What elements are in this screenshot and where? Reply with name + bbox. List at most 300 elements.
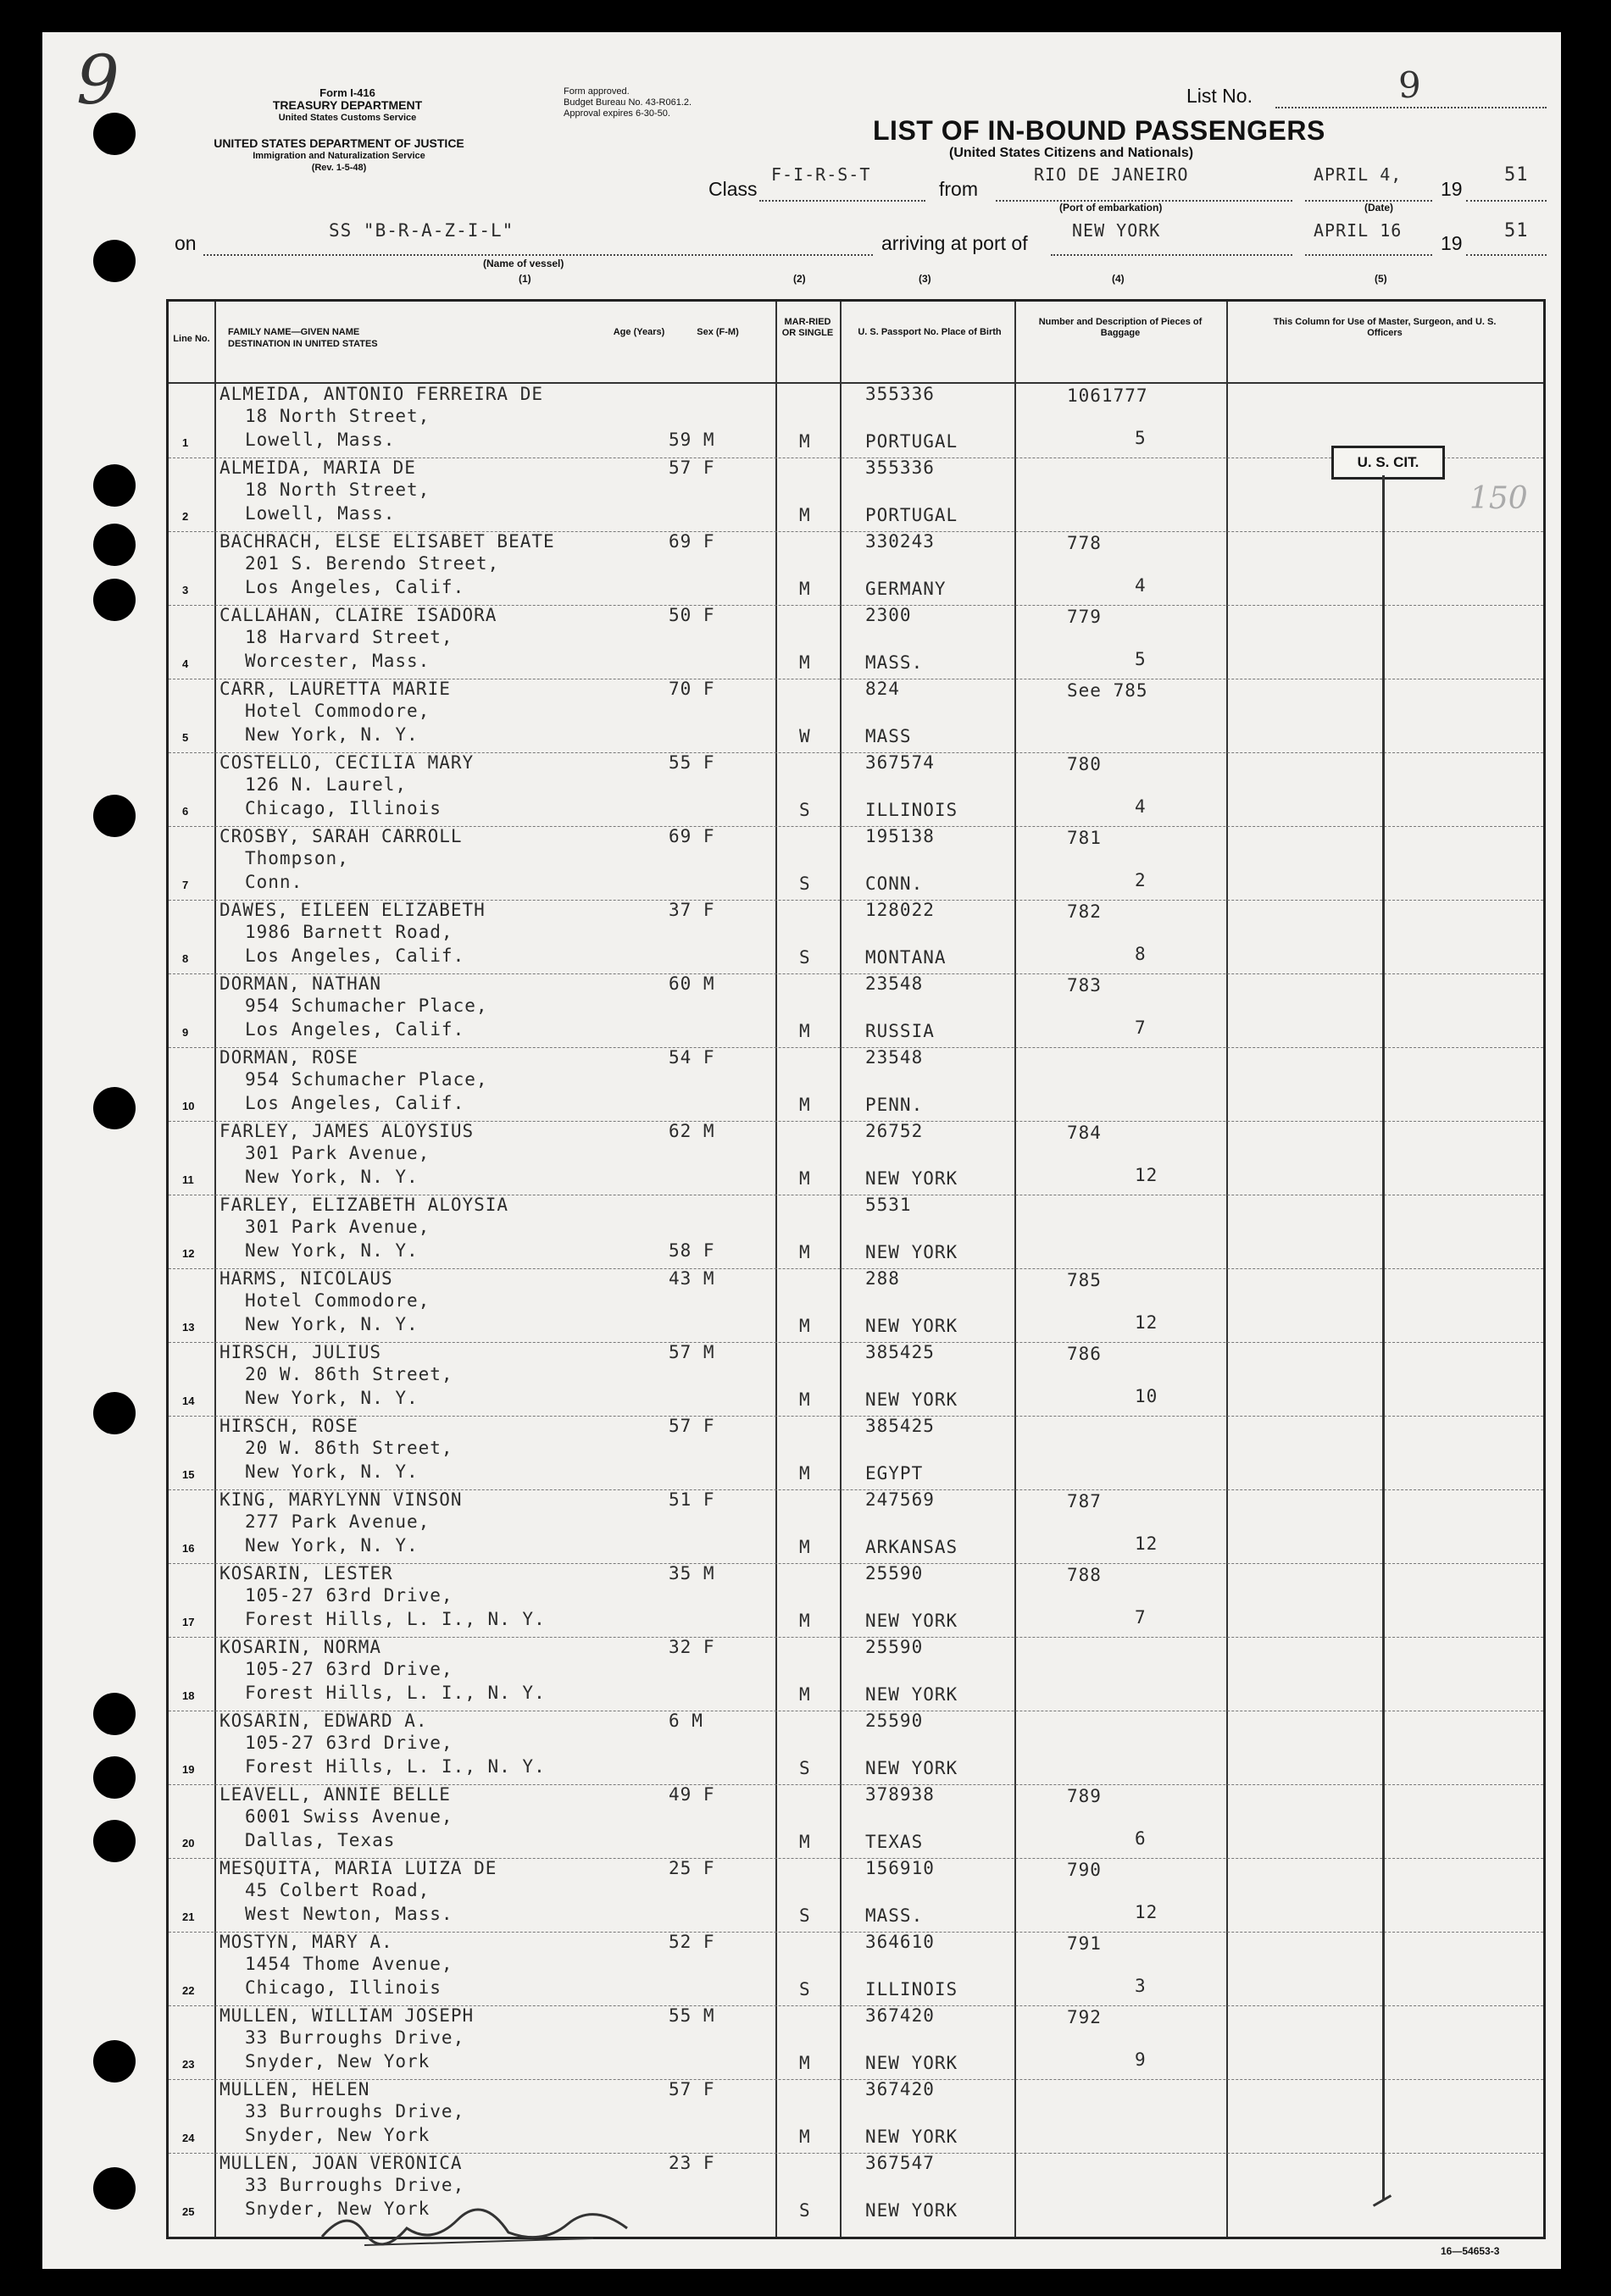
table-row: [169, 1932, 1543, 2005]
arrival-port: NEW YORK: [1072, 220, 1161, 241]
line-number: 4: [182, 657, 189, 670]
binder-hole: [93, 1820, 136, 1862]
passport-no: 824: [865, 679, 900, 699]
departure-year: 51: [1504, 164, 1529, 186]
form-approved: Form approved.: [564, 86, 630, 97]
address-line-2: Snyder, New York: [245, 2199, 431, 2219]
passenger-name: FARLEY, JAMES ALOYSIUS: [219, 1121, 475, 1141]
budget-bureau: Budget Bureau No. 43-R061.2.: [564, 97, 692, 108]
place-of-birth: NEW YORK: [865, 1611, 958, 1631]
marital-status: S: [799, 2200, 811, 2221]
col-num-1: (1): [519, 273, 531, 285]
marital-status: W: [799, 726, 811, 746]
passport-no: 330243: [865, 531, 935, 552]
baggage-number: 789: [1067, 1786, 1102, 1806]
table-row: [169, 973, 1543, 1047]
baggage-pieces: 6: [1135, 1828, 1147, 1849]
table-row: [169, 900, 1543, 973]
table-row: [169, 679, 1543, 752]
list-no-label: List No.: [1186, 85, 1253, 107]
address-line-2: Conn.: [245, 872, 303, 892]
baggage-number: 787: [1067, 1491, 1102, 1511]
passenger-table: [166, 299, 1546, 2239]
address-line-1: 277 Park Avenue,: [245, 1511, 431, 1532]
table-row: [169, 752, 1543, 826]
place-of-birth: NEW YORK: [865, 1242, 958, 1262]
us-cit-stamp-text: U. S. CIT.: [1357, 454, 1419, 470]
marital-status: M: [799, 2127, 811, 2147]
address-line-1: 301 Park Avenue,: [245, 1143, 431, 1163]
address-line-1: 33 Burroughs Drive,: [245, 2027, 465, 2048]
place-of-birth: NEW YORK: [865, 1168, 958, 1189]
line-number: 12: [182, 1247, 195, 1260]
justice-dept: UNITED STATES DEPARTMENT OF JUSTICE: [214, 136, 464, 150]
age-sex: 57 F: [669, 458, 715, 478]
baggage-number: 780: [1067, 754, 1102, 774]
vessel-name: SS "B-R-A-Z-I-L": [329, 220, 514, 241]
place-of-birth: ILLINOIS: [865, 1979, 958, 1999]
baggage-number: 779: [1067, 607, 1102, 627]
th-married: MAR-RIED OR SINGLE: [781, 317, 834, 338]
address-line-2: New York, N. Y.: [245, 1167, 419, 1187]
passport-no: 367420: [865, 2079, 935, 2099]
officer-check-line: [1382, 475, 1385, 2199]
baggage-pieces: 12: [1135, 1312, 1158, 1333]
place-of-birth: MASS.: [865, 1905, 924, 1926]
binder-hole: [93, 2167, 136, 2210]
passport-no: 156910: [865, 1858, 935, 1878]
passenger-name: HIRSCH, ROSE: [219, 1416, 358, 1436]
table-row: [169, 1784, 1543, 1858]
marital-status: M: [799, 1316, 811, 1336]
passport-no: 367574: [865, 752, 935, 773]
class-value: F-I-R-S-T: [771, 164, 871, 185]
age-sex: 57 F: [669, 1416, 715, 1436]
age-sex: 49 F: [669, 1784, 715, 1805]
passport-no: 378938: [865, 1784, 935, 1805]
table-row: [169, 1342, 1543, 1416]
page-title: LIST OF IN-BOUND PASSENGERS: [873, 115, 1325, 146]
form-number: Form I-416: [319, 86, 375, 99]
address-line-2: Los Angeles, Calif.: [245, 1019, 465, 1040]
marital-status: M: [799, 1095, 811, 1115]
passenger-name: KOSARIN, LESTER: [219, 1563, 393, 1583]
binder-hole: [93, 464, 136, 507]
line-number: 19: [182, 1763, 195, 1776]
col-num-2: (2): [793, 273, 806, 285]
baggage-number: 785: [1067, 1270, 1102, 1290]
address-line-1: 45 Colbert Road,: [245, 1880, 431, 1900]
address-line-1: 105-27 63rd Drive,: [245, 1585, 453, 1606]
passenger-name: CALLAHAN, CLAIRE ISADORA: [219, 605, 497, 625]
th-line-no: Line No.: [173, 334, 210, 344]
address-line-2: Forest Hills, L. I., N. Y.: [245, 1756, 546, 1777]
age-sex: 70 F: [669, 679, 715, 699]
line-number: 3: [182, 584, 189, 596]
table-row: [169, 1563, 1543, 1637]
revision: (Rev. 1-5-48): [311, 163, 367, 173]
age-sex: 25 F: [669, 1858, 715, 1878]
marital-status: M: [799, 652, 811, 673]
baggage-pieces: 4: [1135, 575, 1147, 596]
age-sex: 23 F: [669, 2153, 715, 2173]
signature: [314, 2203, 636, 2254]
line-number: 1: [182, 436, 189, 449]
address-line-2: New York, N. Y.: [245, 1461, 419, 1482]
baggage-number: 783: [1067, 975, 1102, 995]
marital-status: M: [799, 1021, 811, 1041]
baggage-number: 786: [1067, 1344, 1102, 1364]
place-of-birth: CONN.: [865, 873, 924, 894]
line-number: 25: [182, 2205, 195, 2218]
footer-code: 16—54653-3: [1441, 2245, 1500, 2257]
table-row: [169, 531, 1543, 605]
place-of-birth: NEW YORK: [865, 2127, 958, 2147]
binder-hole: [93, 1392, 136, 1434]
passenger-name: ALMEIDA, ANTONIO FERREIRA DE: [219, 384, 544, 404]
address-line-2: Worcester, Mass.: [245, 651, 431, 671]
passport-no: 2300: [865, 605, 912, 625]
line-number: 5: [182, 731, 189, 744]
baggage-pieces: 10: [1135, 1386, 1158, 1406]
table-row: [169, 1858, 1543, 1932]
address-line-1: Hotel Commodore,: [245, 1290, 431, 1311]
passport-no: 25590: [865, 1711, 924, 1731]
line-number: 16: [182, 1542, 195, 1555]
passenger-name: MOSTYN, MARY A.: [219, 1932, 393, 1952]
us-cit-stamp: [1331, 446, 1445, 480]
baggage-pieces: 4: [1135, 796, 1147, 817]
passport-no: 385425: [865, 1342, 935, 1362]
address-line-1: 18 North Street,: [245, 406, 431, 426]
from-label: from: [939, 178, 978, 200]
address-line-1: 33 Burroughs Drive,: [245, 2175, 465, 2195]
passport-no: 128022: [865, 900, 935, 920]
table-row: [169, 1711, 1543, 1784]
table-row: [169, 1489, 1543, 1563]
passport-no: 367420: [865, 2005, 935, 2026]
place-of-birth: MONTANA: [865, 947, 947, 968]
passport-no: 385425: [865, 1416, 935, 1436]
address-line-1: Thompson,: [245, 848, 349, 868]
marital-status: M: [799, 1168, 811, 1189]
place-of-birth: GERMANY: [865, 579, 947, 599]
baggage-pieces: 7: [1135, 1607, 1147, 1628]
customs-service: United States Customs Service: [278, 113, 417, 123]
marital-status: M: [799, 431, 811, 452]
marital-status: S: [799, 1758, 811, 1778]
address-line-1: 126 N. Laurel,: [245, 774, 408, 795]
address-line-1: 20 W. 86th Street,: [245, 1364, 453, 1384]
passenger-name: KOSARIN, EDWARD A.: [219, 1711, 428, 1731]
marital-status: M: [799, 1537, 811, 1557]
address-line-2: Los Angeles, Calif.: [245, 577, 465, 597]
binder-hole: [93, 240, 136, 282]
place-of-birth: PORTUGAL: [865, 505, 958, 525]
col-num-4: (4): [1112, 273, 1125, 285]
passenger-name: COSTELLO, CECILIA MARY: [219, 752, 475, 773]
line-number: 22: [182, 1984, 195, 1997]
baggage-pieces: 12: [1135, 1902, 1158, 1922]
th-destination: DESTINATION IN UNITED STATES: [228, 339, 378, 349]
binder-hole: [93, 795, 136, 837]
passport-no: 5531: [865, 1195, 912, 1215]
address-line-2: Lowell, Mass.: [245, 503, 396, 524]
th-passport: U. S. Passport No. Place of Birth: [858, 327, 1002, 337]
line-number: 20: [182, 1837, 195, 1850]
line-number: 9: [182, 1026, 189, 1039]
table-row: [169, 2079, 1543, 2153]
departure-year-prefix: 19: [1441, 178, 1463, 200]
place-of-birth: RUSSIA: [865, 1021, 935, 1041]
address-line-1: 6001 Swiss Avenue,: [245, 1806, 453, 1827]
address-line-1: 18 Harvard Street,: [245, 627, 453, 647]
place-of-birth: TEXAS: [865, 1832, 924, 1852]
address-line-2: Dallas, Texas: [245, 1830, 396, 1850]
passenger-name: BACHRACH, ELSE ELISABET BEATE: [219, 531, 555, 552]
address-line-1: 1454 Thome Avenue,: [245, 1954, 453, 1974]
col-num-5: (5): [1375, 273, 1387, 285]
address-line-2: West Newton, Mass.: [245, 1904, 453, 1924]
address-line-2: New York, N. Y.: [245, 1240, 419, 1261]
marital-status: S: [799, 947, 811, 968]
embarkation-caption: (Port of embarkation): [1059, 202, 1163, 214]
stamp-annotation: 150: [1469, 481, 1528, 516]
marital-status: M: [799, 1463, 811, 1484]
line-number: 7: [182, 879, 189, 891]
line-number: 10: [182, 1100, 195, 1112]
passenger-name: CROSBY, SARAH CARROLL: [219, 826, 463, 846]
line-number: 13: [182, 1321, 195, 1334]
baggage-pieces: 5: [1135, 649, 1147, 669]
col-num-3: (3): [919, 273, 931, 285]
baggage-pieces: 12: [1135, 1165, 1158, 1185]
age-sex: 50 F: [669, 605, 715, 625]
binder-hole: [93, 579, 136, 621]
address-line-2: New York, N. Y.: [245, 1388, 419, 1408]
marital-status: S: [799, 873, 811, 894]
passenger-name: CARR, LAURETTA MARIE: [219, 679, 451, 699]
passenger-name: MULLEN, JOAN VERONICA: [219, 2153, 463, 2173]
baggage-number: See 785: [1067, 680, 1148, 701]
class-label: Class: [708, 178, 758, 200]
address-line-2: Forest Hills, L. I., N. Y.: [245, 1609, 546, 1629]
line-number: 6: [182, 805, 189, 818]
age-sex: 62 M: [669, 1121, 715, 1141]
passport-no: 25590: [865, 1637, 924, 1657]
passenger-name: HARMS, NICOLAUS: [219, 1268, 393, 1289]
marital-status: M: [799, 2053, 811, 2073]
age-sex: 69 F: [669, 531, 715, 552]
line-number: 14: [182, 1395, 195, 1407]
line-number: 11: [182, 1173, 194, 1186]
address-line-2: Forest Hills, L. I., N. Y.: [245, 1683, 546, 1703]
baggage-number: 784: [1067, 1123, 1102, 1143]
address-line-2: New York, N. Y.: [245, 724, 419, 745]
place-of-birth: NEW YORK: [865, 2053, 958, 2073]
address-line-2: Los Angeles, Calif.: [245, 946, 465, 966]
age-sex: 6 M: [669, 1711, 703, 1731]
marital-status: M: [799, 1832, 811, 1852]
passport-no: 195138: [865, 826, 935, 846]
line-number: 21: [182, 1911, 195, 1923]
line-number: 15: [182, 1468, 195, 1481]
baggage-number: 790: [1067, 1860, 1102, 1880]
page-subtitle: (United States Citizens and Nationals): [949, 146, 1194, 160]
passenger-name: FARLEY, ELIZABETH ALOYSIA: [219, 1195, 509, 1215]
address-line-1: 954 Schumacher Place,: [245, 995, 488, 1016]
passport-no: 25590: [865, 1563, 924, 1583]
baggage-pieces: 12: [1135, 1533, 1158, 1554]
baggage-pieces: 7: [1135, 1018, 1147, 1038]
address-line-1: 954 Schumacher Place,: [245, 1069, 488, 1090]
passenger-name: LEAVELL, ANNIE BELLE: [219, 1784, 451, 1805]
th-officers: This Column for Use of Master, Surgeon, and U. S. Officers: [1273, 317, 1497, 338]
marital-status: M: [799, 1611, 811, 1631]
passport-no: 23548: [865, 973, 924, 994]
place-of-birth: ARKANSAS: [865, 1537, 958, 1557]
address-line-1: 301 Park Avenue,: [245, 1217, 431, 1237]
marital-status: M: [799, 1242, 811, 1262]
address-line-1: 105-27 63rd Drive,: [245, 1733, 453, 1753]
passport-no: 364610: [865, 1932, 935, 1952]
passenger-name: KOSARIN, NORMA: [219, 1637, 382, 1657]
baggage-number: 778: [1067, 533, 1102, 553]
on-label: on: [175, 232, 197, 254]
address-line-2: Los Angeles, Calif.: [245, 1093, 465, 1113]
baggage-number: 781: [1067, 828, 1102, 848]
baggage-pieces: 3: [1135, 1976, 1147, 1996]
manifest-page: [42, 32, 1561, 2269]
approval-expires: Approval expires 6-30-50.: [564, 108, 670, 119]
address-line-2: Chicago, Illinois: [245, 1977, 442, 1998]
address-line-1: 1986 Barnett Road,: [245, 922, 453, 942]
address-line-2: Chicago, Illinois: [245, 798, 442, 818]
margin-page-mark: 9: [76, 41, 119, 119]
binder-hole: [93, 524, 136, 566]
passport-no: 23548: [865, 1047, 924, 1068]
baggage-pieces: 2: [1135, 870, 1147, 890]
marital-status: M: [799, 1684, 811, 1705]
passenger-name: DORMAN, NATHAN: [219, 973, 382, 994]
age-sex: 59 M: [669, 430, 715, 450]
th-baggage: Number and Description of Pieces of Baggage: [1038, 317, 1203, 338]
table-row: [169, 1637, 1543, 1711]
arrival-year: 51: [1504, 220, 1529, 241]
marital-status: M: [799, 579, 811, 599]
passenger-name: ALMEIDA, MARIA DE: [219, 458, 416, 478]
place-of-birth: MASS.: [865, 652, 924, 673]
address-line-1: 33 Burroughs Drive,: [245, 2101, 465, 2121]
address-line-1: 105-27 63rd Drive,: [245, 1659, 453, 1679]
th-name: FAMILY NAME—GIVEN NAME: [228, 327, 360, 337]
place-of-birth: NEW YORK: [865, 1389, 958, 1410]
age-sex: 55 M: [669, 2005, 715, 2026]
place-of-birth: NEW YORK: [865, 2200, 958, 2221]
passport-no: 247569: [865, 1489, 935, 1510]
table-row: [169, 1047, 1543, 1121]
binder-hole: [93, 2040, 136, 2082]
address-line-2: New York, N. Y.: [245, 1314, 419, 1334]
passenger-name: MESQUITA, MARIA LUIZA DE: [219, 1858, 497, 1878]
marital-status: M: [799, 1389, 811, 1410]
passport-no: 367547: [865, 2153, 935, 2173]
place-of-birth: ILLINOIS: [865, 800, 958, 820]
age-sex: 54 F: [669, 1047, 715, 1068]
age-sex: 60 M: [669, 973, 715, 994]
age-sex: 55 F: [669, 752, 715, 773]
th-age: Age (Years): [613, 327, 665, 337]
place-of-birth: NEW YORK: [865, 1758, 958, 1778]
ins-service: Immigration and Naturalization Service: [253, 151, 425, 161]
address-line-1: 201 S. Berendo Street,: [245, 553, 500, 574]
arriving-label: arriving at port of: [881, 232, 1028, 254]
binder-hole: [93, 1693, 136, 1735]
th-sex: Sex (F-M): [697, 327, 739, 337]
table-row: [169, 1121, 1543, 1195]
place-of-birth: PORTUGAL: [865, 431, 958, 452]
table-row: [169, 1195, 1543, 1268]
passenger-name: HIRSCH, JULIUS: [219, 1342, 382, 1362]
marital-status: M: [799, 505, 811, 525]
marital-status: S: [799, 1979, 811, 1999]
arrival-year-prefix: 19: [1441, 232, 1463, 254]
age-sex: 58 F: [669, 1240, 715, 1261]
table-row: [169, 1416, 1543, 1489]
address-line-2: Lowell, Mass.: [245, 430, 396, 450]
passport-no: 26752: [865, 1121, 924, 1141]
baggage-number: 1061777: [1067, 385, 1148, 406]
table-row: [169, 2005, 1543, 2079]
table-row: [169, 1268, 1543, 1342]
place-of-birth: MASS: [865, 726, 912, 746]
marital-status: S: [799, 1905, 811, 1926]
age-sex: 43 M: [669, 1268, 715, 1289]
address-line-2: New York, N. Y.: [245, 1535, 419, 1556]
treasury-dept: TREASURY DEPARTMENT: [272, 98, 423, 112]
line-number: 17: [182, 1616, 195, 1628]
date-caption: (Date): [1364, 202, 1394, 214]
address-line-1: Hotel Commodore,: [245, 701, 431, 721]
line-number: 18: [182, 1689, 195, 1702]
passenger-name: DAWES, EILEEN ELIZABETH: [219, 900, 486, 920]
passport-no: 355336: [865, 458, 935, 478]
binder-hole: [93, 1756, 136, 1799]
age-sex: 35 M: [669, 1563, 715, 1583]
place-of-birth: NEW YORK: [865, 1684, 958, 1705]
passenger-name: KING, MARYLYNN VINSON: [219, 1489, 463, 1510]
passenger-name: MULLEN, WILLIAM JOSEPH: [219, 2005, 475, 2026]
address-line-1: 18 North Street,: [245, 480, 431, 500]
arrival-date: APRIL 16: [1314, 220, 1403, 241]
baggage-number: 788: [1067, 1565, 1102, 1585]
departure-date: APRIL 4,: [1314, 164, 1403, 185]
passenger-name: MULLEN, HELEN: [219, 2079, 370, 2099]
line-number: 24: [182, 2132, 195, 2144]
line-number: 23: [182, 2058, 195, 2071]
age-sex: 57 M: [669, 1342, 715, 1362]
place-of-birth: PENN.: [865, 1095, 924, 1115]
address-line-2: Snyder, New York: [245, 2051, 431, 2071]
baggage-pieces: 9: [1135, 2049, 1147, 2070]
age-sex: 51 F: [669, 1489, 715, 1510]
place-of-birth: EGYPT: [865, 1463, 924, 1484]
passenger-name: DORMAN, ROSE: [219, 1047, 358, 1068]
table-row: [169, 826, 1543, 900]
vessel-caption: (Name of vessel): [483, 258, 564, 269]
table-row: [169, 605, 1543, 679]
age-sex: 37 F: [669, 900, 715, 920]
